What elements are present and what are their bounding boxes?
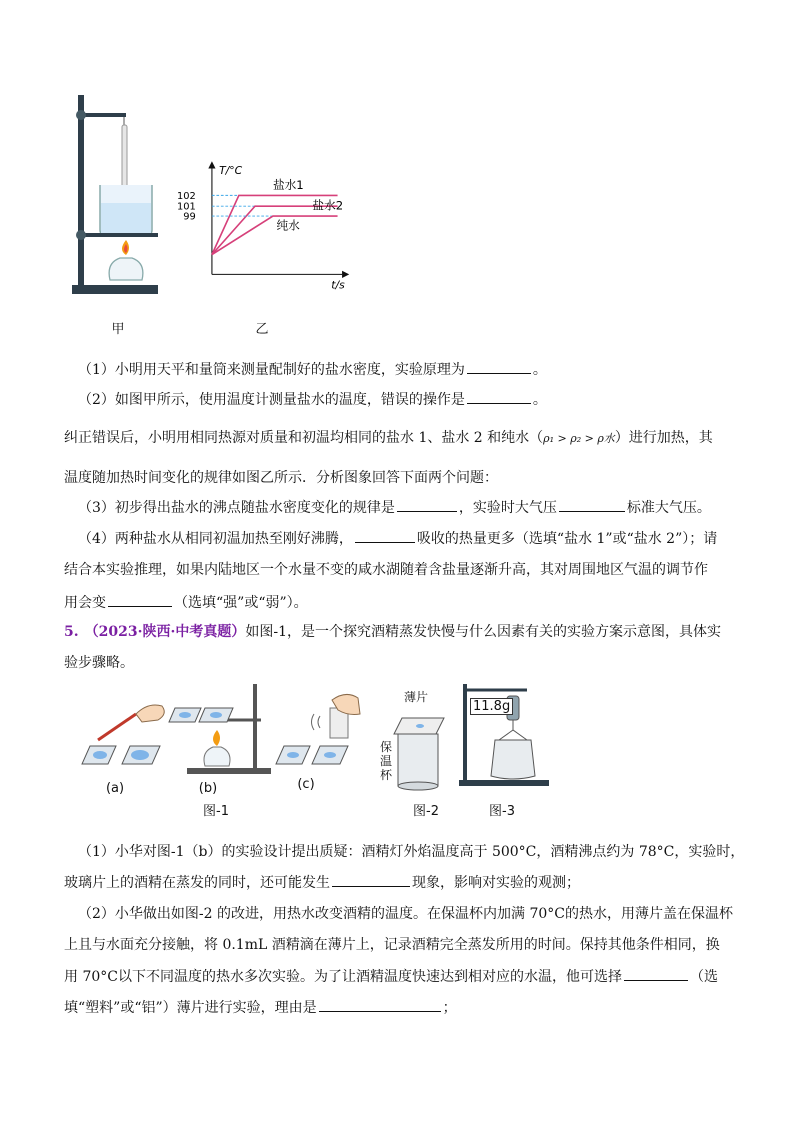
y-axis-arrow xyxy=(208,161,215,168)
label-yi: 乙 xyxy=(255,322,269,337)
x-axis-label: t/s xyxy=(331,278,345,292)
p5q2-line-3: 用 70°C以下不同温度的热水多次实验。为了让酒精温度快速达到相对应的水温，他可选择 （选 xyxy=(64,966,718,987)
p5q2-blank-2[interactable] xyxy=(319,997,441,1012)
stand-rod xyxy=(78,95,84,293)
series-line xyxy=(212,216,338,255)
alcohol-lamp-b xyxy=(204,747,230,766)
figure-1-a xyxy=(70,700,170,780)
caption-fig3: 图-3 xyxy=(489,804,515,819)
density-formula: ρ₁ > ρ₂ > ρ水 xyxy=(543,432,615,445)
caption-fig2: 图-2 xyxy=(413,804,439,819)
q4-blank-2[interactable] xyxy=(108,592,172,607)
q4-line-1: （4）两种盐水从相同初温加热至刚好沸腾， 吸收的热量更多（选填“盐水 1”或“盐水 2”）；请 xyxy=(78,528,717,549)
x-axis-arrow xyxy=(342,271,349,278)
q1-blank[interactable] xyxy=(467,359,531,374)
figure-yi-chart xyxy=(176,150,360,300)
q4-line-2: 结合本实验推理，如果内陆地区一个水量不变的咸水湖随着含盐量逐渐升高，其对周围地区气温的调节作 xyxy=(64,562,708,578)
y-tick-label: 99 xyxy=(183,211,196,223)
p5q2-line-1: （2）小华做出如图-2 的改进，用热水改变酒精的温度。在保温杯内加满 70°C的热水，用薄片盖在保温杯 xyxy=(78,906,733,922)
series-label: 盐水2 xyxy=(312,198,344,213)
figure-jia-apparatus xyxy=(70,95,170,300)
alcohol-lamp xyxy=(109,258,143,280)
p5-line-1: 5. （2023·陕西·中考真题）如图-1，是一个探究酒精蒸发快慢与什么因素有关的实验方案示意图，具体实 xyxy=(64,624,721,640)
series-label: 纯水 xyxy=(276,218,300,233)
p5q2-line-2: 上且与水面充分接触，将 0.1mL 酒精滴在薄片上，记录酒精完全蒸发所用的时间。保持其他条件相同，换 xyxy=(64,937,720,953)
label-thermos-cup: 保温杯 xyxy=(380,740,393,782)
y-tick-label: 102 xyxy=(176,190,196,202)
q1-line: （1）小明用天平和量筒来测量配制好的盐水密度，实验原理为 。 xyxy=(78,359,547,380)
label-a: (a) xyxy=(105,781,125,796)
intro-line-1: 纠正错误后，小明用相同热源对质量和初温均相同的盐水 1、盐水 2 和纯水（ρ₁ > ρ₂ > ρ水）进行加热，其 xyxy=(64,430,713,446)
stand-rod-b xyxy=(253,684,257,770)
y-axis-label: T/°C xyxy=(219,163,243,177)
figure-3 xyxy=(455,680,555,790)
dropper xyxy=(98,714,136,740)
label-thin-sheet: 薄片 xyxy=(404,690,429,704)
stand-base xyxy=(72,285,158,294)
p5-number: 5. xyxy=(64,624,79,640)
stand-rod-3 xyxy=(463,684,467,784)
p5q1-line-1: （1）小华对图-1（b）的实验设计提出质疑：酒精灯外焰温度高于 500°C，酒精沸点约为 78°C，实验时， xyxy=(78,844,745,860)
hand xyxy=(136,705,164,722)
q4-blank-1[interactable] xyxy=(355,528,415,543)
flame-b xyxy=(213,730,220,746)
water-container xyxy=(491,740,535,779)
p5-source: （2023·陕西·中考真题） xyxy=(84,624,246,640)
p5q2-blank-1[interactable] xyxy=(624,966,688,981)
series-label: 盐水1 xyxy=(272,178,304,193)
y-tick-label: 101 xyxy=(176,201,196,213)
scale-reading: 11.8g xyxy=(470,698,513,715)
p5-line-2: 验步骤略。 xyxy=(64,655,134,671)
label-b: (b) xyxy=(198,781,218,796)
p5q1-line-2: 玻璃片上的酒精在蒸发的同时，还可能发生 现象，影响对实验的观测； xyxy=(64,872,580,893)
q4-line-3: 用会变 （选填“强”或“弱”）。 xyxy=(64,592,308,613)
caption-fig1: 图-1 xyxy=(203,804,229,819)
thermos-cup xyxy=(398,734,438,786)
ring-support xyxy=(78,233,158,237)
p5q1-blank[interactable] xyxy=(332,872,410,887)
q2-line: （2）如图甲所示，使用温度计测量盐水的温度，错误的操作是 。 xyxy=(78,389,547,410)
label-jia: 甲 xyxy=(111,322,125,337)
figure-1-b xyxy=(165,680,275,780)
q2-blank[interactable] xyxy=(467,389,531,404)
label-c: (c) xyxy=(297,777,315,792)
q3-line: （3）初步得出盐水的沸点随盐水密度变化的规律是 ，实验时大气压 标准大气压。 xyxy=(78,497,711,518)
intro-line-2: 温度随加热时间变化的规律如图乙所示．分析图象回答下面两个问题： xyxy=(64,470,498,486)
q3-blank-1[interactable] xyxy=(397,497,457,512)
q3-blank-2[interactable] xyxy=(559,497,625,512)
p5q2-line-4: 填“塑料”或“铝”）薄片进行实验，理由是 ； xyxy=(64,997,457,1018)
figure-1-c xyxy=(272,690,372,780)
